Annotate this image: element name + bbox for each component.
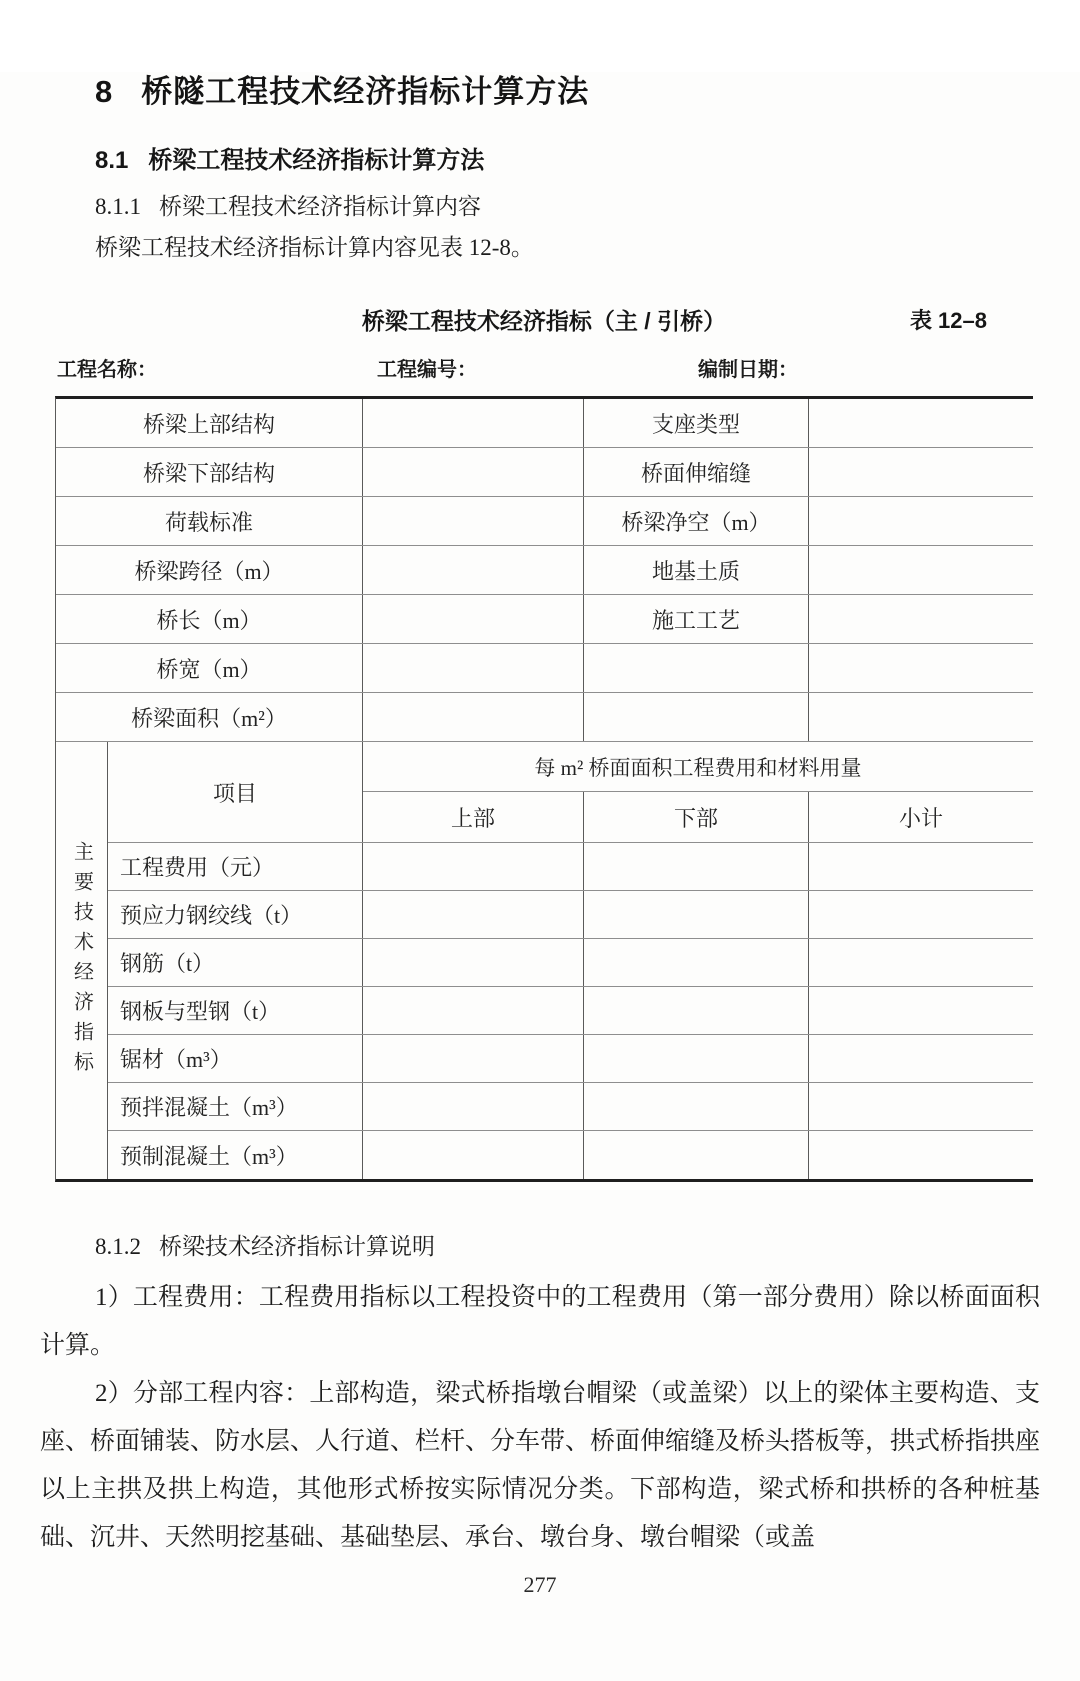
table-block — [55, 303, 1033, 1182]
value-cell-lower — [584, 891, 809, 938]
indicator-row — [108, 843, 1033, 891]
info-label: 桥梁面积（m²） — [56, 693, 363, 741]
side-header-vertical-text: 主要技术经济指标 — [70, 840, 93, 1081]
notes-paragraph-1: 1）工程费用：工程费用指标以工程投资中的工程费用（第一部分费用）除以桥面面积计算。 — [40, 1284, 1040, 1359]
value-cell-upper — [363, 843, 584, 890]
value-cell-subtotal — [809, 891, 1033, 938]
indicator-table — [55, 396, 1033, 1182]
info-value-cell — [363, 595, 584, 643]
info-value-cell — [363, 448, 584, 496]
table-row — [56, 497, 1033, 546]
info-value-cell — [363, 546, 584, 594]
notes-heading-number: 8.1.2 — [95, 1234, 141, 1259]
notes-heading-title: 桥梁技术经济指标计算说明 — [159, 1234, 435, 1259]
table-title-row — [55, 303, 1033, 333]
value-cell-lower — [584, 1083, 809, 1130]
info-label — [584, 644, 809, 692]
notes-heading — [95, 1232, 1040, 1262]
info-label: 桥梁下部结构 — [56, 448, 363, 496]
indicator-row — [108, 1035, 1033, 1083]
chapter-heading — [95, 72, 1040, 112]
info-label: 桥梁净空（m） — [584, 497, 809, 545]
indicator-row — [108, 987, 1033, 1035]
table-title: 桥梁工程技术经济指标（主 / 引桥） — [361, 308, 727, 334]
chapter-title: 桥隧工程技术经济指标计算方法 — [141, 74, 590, 109]
value-cell-upper — [363, 939, 584, 986]
span-header-cell: 每 m² 桥面面积工程费用和材料用量 — [363, 742, 1033, 792]
info-label: 桥宽（m） — [56, 644, 363, 692]
sub-header-row — [363, 792, 1033, 842]
sub-header-subtotal: 小计 — [898, 805, 943, 831]
info-value-cell — [363, 644, 584, 692]
table-row — [56, 693, 1033, 742]
value-cell-subtotal — [809, 1131, 1033, 1179]
value-cell-lower — [584, 843, 809, 890]
info-value-cell — [809, 546, 1033, 594]
project-code-label: 工程编号： — [377, 359, 477, 381]
info-value-cell — [809, 595, 1033, 643]
indicator-label: 钢板与型钢（t） — [108, 987, 363, 1034]
indicator-header — [108, 742, 1033, 843]
indicator-section — [56, 742, 1033, 1179]
value-cell-lower — [584, 1131, 809, 1179]
project-header-cell: 项目 — [108, 742, 363, 842]
table-row — [56, 448, 1033, 497]
table-number-label: 表 12–8 — [909, 308, 987, 333]
indicator-label: 工程费用（元） — [108, 843, 363, 890]
indicator-label: 预拌混凝土（m³） — [108, 1083, 363, 1130]
value-cell-subtotal — [809, 1083, 1033, 1130]
indicator-label: 锯材（m³） — [108, 1035, 363, 1082]
info-value-cell — [809, 644, 1033, 692]
info-label: 支座类型 — [584, 399, 809, 447]
value-cell-upper — [363, 891, 584, 938]
indicator-main — [108, 742, 1033, 1179]
info-value-cell — [809, 693, 1033, 741]
table-row — [56, 546, 1033, 595]
section-number: 8.1 — [95, 147, 129, 174]
value-cell-upper — [363, 1035, 584, 1082]
value-cell-subtotal — [809, 1035, 1033, 1082]
info-label — [584, 693, 809, 741]
sub-header-lower: 下部 — [584, 792, 809, 842]
project-name-label: 工程名称： — [57, 359, 157, 381]
value-cell-upper — [363, 987, 584, 1034]
value-cell-upper — [363, 1131, 584, 1179]
indicator-label: 预制混凝土（m³） — [108, 1131, 363, 1179]
intro-paragraph: 桥梁工程技术经济指标计算内容见表 12-8。 — [95, 235, 534, 260]
table-row — [56, 595, 1033, 644]
info-label: 桥面伸缩缝 — [584, 448, 809, 496]
document-page — [0, 72, 1080, 1681]
info-value-cell — [809, 448, 1033, 496]
table-row — [56, 644, 1033, 693]
indicator-label: 预应力钢绞线（t） — [108, 891, 363, 938]
page-number: 277 — [523, 1572, 557, 1597]
compile-date-label: 编制日期： — [698, 359, 798, 381]
indicator-row — [108, 1083, 1033, 1131]
value-cell-upper — [363, 1083, 584, 1130]
indicator-row — [108, 891, 1033, 939]
info-label: 地基土质 — [584, 546, 809, 594]
indicator-row — [108, 1131, 1033, 1179]
subsection-heading — [95, 193, 1040, 221]
info-value-cell — [809, 497, 1033, 545]
section-title: 桥梁工程技术经济指标计算方法 — [148, 147, 485, 174]
side-header-cell — [56, 742, 108, 1179]
sub-header-upper: 上部 — [363, 792, 584, 842]
value-cell-subtotal — [809, 843, 1033, 890]
info-value-cell — [363, 399, 584, 447]
value-cell-subtotal — [809, 987, 1033, 1034]
indicator-row — [108, 939, 1033, 987]
value-cell-lower — [584, 1035, 809, 1082]
value-cell-subtotal — [809, 939, 1033, 986]
info-label: 施工工艺 — [584, 595, 809, 643]
info-label: 荷载标准 — [56, 497, 363, 545]
subsection-title: 桥梁工程技术经济指标计算内容 — [159, 194, 481, 219]
table-meta-row — [55, 353, 1033, 381]
info-label: 桥长（m） — [56, 595, 363, 643]
table-row — [56, 399, 1033, 448]
indicator-label: 钢筋（t） — [108, 939, 363, 986]
chapter-number: 8 — [95, 74, 114, 109]
info-label: 桥梁跨径（m） — [56, 546, 363, 594]
value-cell-lower — [584, 939, 809, 986]
value-cell-lower — [584, 987, 809, 1034]
info-value-cell — [363, 693, 584, 741]
info-value-cell — [363, 497, 584, 545]
info-value-cell — [809, 399, 1033, 447]
info-label: 桥梁上部结构 — [56, 399, 363, 447]
section-heading — [95, 145, 1040, 177]
subsection-number: 8.1.1 — [95, 194, 141, 219]
indicator-header-right — [363, 742, 1033, 842]
notes-paragraph-2: 2）分部工程内容：上部构造，梁式桥指墩台帽梁（或盖梁）以上的梁体主要构造、支座、桥面铺装、防水层、人行道、栏杆、分车带、桥面伸缩缝及桥头搭板等，拱式桥指拱座以上主拱及拱上构造，其他形式桥按实际情况分类。下部构造，梁式桥和拱桥的各种桩基础、沉井、天然明挖基础、基础垫层、承台、墩台身、墩台帽梁（或盖 — [40, 1380, 1041, 1551]
